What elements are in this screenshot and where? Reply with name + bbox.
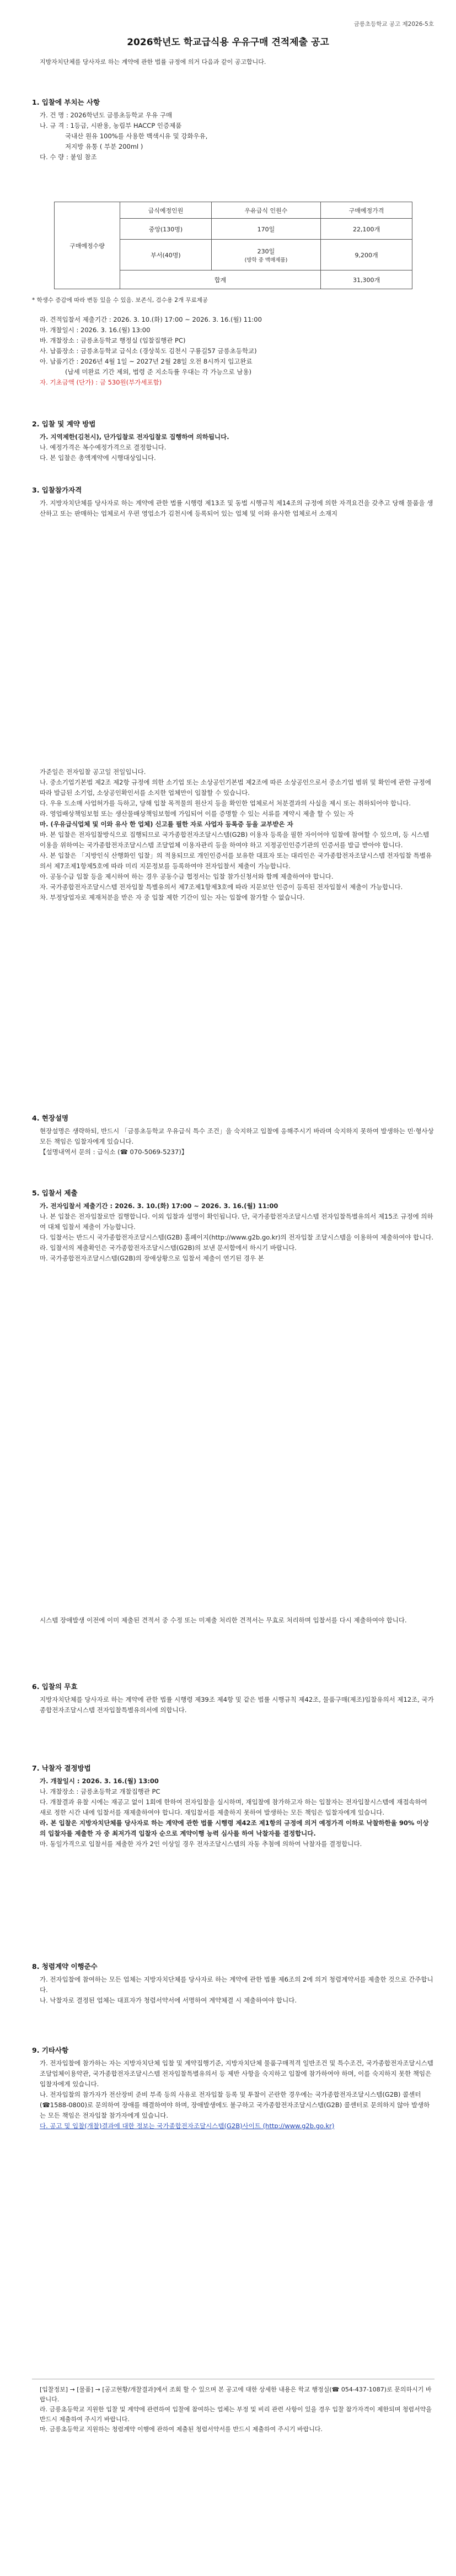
s5-line-b: 나. 본 입찰은 전자입찰로만 집행합니다. 이외 입찰과 설명이 확인됩니다. 단, 국가종합전자조달시스템 전자입찰특별유의서 제15조 규정에 의하여 대체 입찰서 제출이 가능합니다. xyxy=(40,1213,433,1231)
section-7 xyxy=(32,1763,434,1849)
s9-line-c[interactable]: 다. 공고 및 입찰(개찰)결과에 대한 정보는 국가종합전자조달시스템(G2B)사이트 (http://www.g2b.go.kr) xyxy=(40,2122,335,2130)
section-6 xyxy=(32,1681,434,1715)
s3-line-a: 가. 지방자치단체를 당사자로 하는 계약에 관한 법률 시행령 제13조 및 동법 시행규칙 제14조의 규정에 의한 자격요건을 갖추고 당해 물품을 생산하고 또는 판매하는 업체로서 우편 영업소가 김천시에 등록되어 있는 업체 및 이와 유사한 업체로서 소재지 xyxy=(40,499,433,517)
table-header-cell: 우유급식 인원수 xyxy=(211,202,320,219)
tail-line-b: 라. 금릉초등학교 지원한 입찰 및 계약에 관련하여 입찰에 참여하는 업체는 부정 및 비리 관련 사항이 있을 경우 입찰 참가자격이 제한되며 청렴서약을 반드시 제출하여 주시기 바랍니다. xyxy=(40,2406,432,2423)
s1-line-period: 라. 견적입찰서 제출기간 : 2026. 3. 10.(화) 17:00 ~ 2026. 3. 16.(월) 11:00 xyxy=(40,316,262,323)
table-cell-sub: (방학 중 맥매제품) xyxy=(244,257,288,263)
section-1-heading: 1. 입찰에 부치는 사항 xyxy=(32,98,100,106)
s1-line-delivery-place: 사. 납품장소 : 금릉초등학교 급식소 (경상북도 김천시 구룡길57 금릉초등학교) xyxy=(40,347,257,355)
s7-line-b: 나. 개찰장소 : 금릉초등학교 개찰집행관 PC xyxy=(40,1788,160,1795)
s3-p-a: 가준일은 전자입찰 공고일 전일입니다. xyxy=(40,768,146,776)
table-total-value: 31,300개 xyxy=(321,270,412,289)
s3-p-i: 자. 국가종합전자조달시스템 전자입찰 특별유의서 제7조제1항제3호에 따라 지문보안 인증이 등록된 전자입찰서 제출이 가능합니다. xyxy=(40,883,403,891)
table-cell: 9,200개 xyxy=(321,240,412,270)
section-5-cont xyxy=(32,1615,434,1626)
section-2-heading: 2. 입찰 및 계약 방법 xyxy=(32,420,96,428)
s3-p-f: 바. 본 입찰은 전자입찰방식으로 집행되므로 국가종합전자조달시스템(G2B) 이용자 등록을 필한 자이어야 입찰에 참여할 수 있으며, 등 시스템 이용을 위하여는 국가종합전자조달시스템 조달업체 이용자관리 등을 하여야 하고 지정공인인증기관의 인증서를 발급 받아야 합니다. xyxy=(40,831,430,849)
tail-line-a: [입찰정보] → [물품] → [공고현황/개찰결과]에서 조회 할 수 있으며 본 공고에 대한 상세한 내용은 학교 행정실(☎ 054-437-1087)로 문의하시기 바랍니다. xyxy=(40,2386,432,2403)
s2-line-c: 다. 본 입찰은 총액계약에 시행대상입니다. xyxy=(40,454,156,462)
s7-line-d: 라. 본 입찰은 지방자치단체를 당사자로 하는 계약에 관한 법률 시행령 제42조 제1항의 규정에 의거 예정가격 이하로 낙찰하한율 90% 이상의 입찰자를 제출한 자 중 최저가격 입찰자 순으로 계약이행 능력 심사를 하여 낙찰자를 결정합니다. xyxy=(40,1819,429,1837)
s2-line-b: 나. 예정가격은 복수예정가격으로 결정합니다. xyxy=(40,443,167,451)
s3-p-g: 사. 본 입찰은 「지방인식 산행화인 입찰」의 적용되므로 개인인증서를 보유한 대표자 또는 대리인은 국가종합전자조달시스템 전자입찰 특별유의서 제7조제1항제5호에 따라 미리 지문정보를 등록하여야 전자입찰서 제출이 가능합니다. xyxy=(40,852,432,870)
s5-line-a: 가. 전자입찰서 제출기간 : 2026. 3. 10.(화) 17:00 ~ 2026. 3. 16.(월) 11:00 xyxy=(40,1202,278,1210)
s6-line: 지방자치단체를 당사자로 하는 계약에 관한 법률 시행령 제39조 제4항 및 같은 법률 시행규칙 제42조, 물품구매(제조)입찰유의서 제12조, 국가종합전자조달시스템 전자입찰특별유의서에 의합니다. xyxy=(40,1696,434,1714)
s7-line-c: 다. 개찰결과 유찰 시에는 재공고 없이 1회에 한하여 전자입찰을 실시하며, 재입찰에 참가하고자 하는 입찰자는 전자입찰시스템에 재접속하여 새로 정한 시간 내에 입찰서를 재제출하여야 합니다. 재입찰서를 제출하지 못하여 발생하는 모든 책임은 입찰자에게 있습니다. xyxy=(40,1798,427,1816)
section-9 xyxy=(32,2045,434,2131)
s3-p-e: 마. (우유급식업체 및 이와 유사 한 업체) 신고를 필한 자로 사업자 등록증 등을 교부받은 자 xyxy=(40,820,293,828)
section-3 xyxy=(32,485,434,519)
section-2 xyxy=(32,419,434,463)
table-cell: 부서(40명) xyxy=(120,240,212,270)
s1-line-spec: 나. 규 격 : 1등급, 시판용, 농림부 HACCP 인증제품 xyxy=(40,122,182,129)
section-6-heading: 6. 입찰의 무효 xyxy=(32,1682,78,1691)
section-7-heading: 7. 낙찰자 결정방법 xyxy=(32,1764,91,1772)
s5-line-d: 라. 입찰서의 제출확인은 국가종합전자조달시스템(G2B)의 보낸 문서함에서 하시기 바랍니다. xyxy=(40,1244,297,1252)
s5-cont-line: 시스템 장애발생 이전에 이미 제출된 견적서 중 수정 또는 미제출 처리한 견적서는 무효로 처리하며 입찰서를 다시 제출하여야 합니다. xyxy=(40,1616,407,1624)
table-header-cell: 급식예정인원 xyxy=(120,202,212,219)
table-cell-days: 230일 xyxy=(257,247,275,255)
s9-line-b: 나. 전자입찰의 참가자가 전산장비 준비 부족 등의 사유로 전자입찰 등록 및 투찰이 곤란한 경우에는 국가종합전자조달시스템(G2B) 콜센터(☎1588-0800)로 문의하여 장애를 해결하여야 하며, 장애발생에도 불구하고 국가종합전자조달시스템(G2B) 콜센터로 문의하지 않아 발생하는 모든 책임은 전자입찰 참가자에게 있습니다. xyxy=(40,2091,430,2119)
s8-line-b: 나. 낙찰자로 결정된 업체는 대표자가 청렴서약서에 서명하여 계약체결 시 제출하여야 합니다. xyxy=(40,1996,297,2004)
s7-line-e: 마. 동일가격으로 입찰서를 제출한 자가 2인 이상일 경우 전자조달시스템의 자동 추첨에 의하여 낙찰자를 결정합니다. xyxy=(40,1840,362,1848)
s1-line-delivery-note: (납세 미완료 기간 제외, 법령 준 지소득률 우대는 각 가능으로 남용) xyxy=(65,368,252,376)
s4-line-a: 현장설명은 생략하되, 반드시 「금릉초등학교 우유급식 특수 조건」을 숙지하고 입찰에 응해주시기 바라며 숙지하지 못하여 발생하는 민·형사상 모든 책임은 입찰자에게 있습니다. xyxy=(40,1127,434,1145)
intro-text: 지방자치단체를 당사자로 하는 계약에 관한 법률 규정에 의거 다음과 같이 공고합니다. xyxy=(40,58,266,66)
section-5 xyxy=(32,1188,434,1264)
section-3-heading: 3. 입찰참가자격 xyxy=(32,486,82,494)
s3-p-h: 아. 공동수급 입찰 등을 제시하여 하는 경우 공동수급 협정서는 입찰 참가신청서와 함께 제출하여야 합니다. xyxy=(40,873,334,880)
s1-note: * 학생수 증감에 따라 변동 있을 수 있음. 보존식, 검수용 2개 무료제공 xyxy=(32,297,208,304)
s9-line-a: 가. 전자입찰에 참가하는 자는 지방자치단체 입찰 및 계약집행기준, 지방자치단체 물품구매적격 일반조건 및 특수조건, 국가종합전자조달시스템 조달업체이용약관, 국가종합전자조달시스템 전자입찰특별유의서 등 제반 사항을 숙지하고 입찰에 참가하여야 하며, 이를 숙지하지 못한 책임은 입찰자에게 있습니다. xyxy=(40,2059,433,2088)
tail-line-c: 마. 금릉초등학교 지원하는 청렴계약 이행에 관하여 제출된 청렴서약서를 반드시 제출하여 주시기 바랍니다. xyxy=(40,2426,323,2433)
section-1-details xyxy=(32,295,434,388)
s3-p-b: 나. 중소기업기본법 제2조 제2항 규정에 의한 소기업 또는 소상공인기본법 제2조에 따른 소상공인으로서 중소기업 범위 및 확인에 관한 규정에 따라 발급된 소기업, 소상공인확인서를 소지한 업체만이 입찰할 수 있습니다. xyxy=(40,778,431,797)
section-1 xyxy=(32,97,434,163)
s1-line-delivery-period: 아. 납품기간 : 2026년 4월 1일 ~ 2027년 2월 28일 오전 8시까지 입고완료 xyxy=(40,358,253,365)
table-cell xyxy=(211,240,320,270)
s2-line-a: 가. 지역제한(김천시), 단가입찰로 전자입찰로 집행하여 의하됩니다. xyxy=(40,433,229,441)
section-8-heading: 8. 청렴계약 이행준수 xyxy=(32,1962,98,1971)
s1-line-base-price: 자. 기초금액 (단가) : 금 530원(부가세포함) xyxy=(40,378,162,386)
notice-title: 2026학년도 학교급식용 우유구매 견적제출 공고 xyxy=(127,37,329,48)
table-cell: 22,100개 xyxy=(321,219,412,240)
s1-line-open-date: 마. 개찰일시 : 2026. 3. 16.(월) 13:00 xyxy=(40,326,151,334)
section-3-cont xyxy=(32,767,434,903)
s8-line-a: 가. 전자입찰에 참여하는 모든 업체는 지방자치단체를 당사자로 하는 계약에 관한 법률 제6조의 2에 의거 청렴계약서를 제출한 것으로 간주합니다. xyxy=(40,1976,433,1994)
section-9-heading: 9. 기타사항 xyxy=(32,2046,69,2054)
s1-line-spec-3: 저지방 유통 ( 부분 200ml ) xyxy=(65,143,143,150)
table-cell: 중앙(130명) xyxy=(120,219,212,240)
document-number: 금릉초등학교 공고 제2026-5호 xyxy=(353,21,434,28)
s3-p-c: 다. 우유 도소매 사업허가를 득하고, 당해 입찰 목적물의 원산지 등을 확인한 업체로서 처분결과의 사실을 제시 또는 취하되어야 합니다. xyxy=(40,799,411,807)
section-8 xyxy=(32,1961,434,2006)
closing-notes xyxy=(32,2379,434,2434)
s5-line-e: 마. 국가종합전자조달시스템(G2B)의 장애상황으로 입찰서 제출이 연기된 경우 본 xyxy=(40,1254,264,1262)
s5-line-c: 다. 입찰서는 반드시 국가종합전자조달시스템(G2B) 홈페이지(http://www.g2b.go.kr)의 전자입찰 조달시스템을 이용하여 제출하여야 합니다. xyxy=(40,1233,434,1241)
table-row-label: 구매예정수량 xyxy=(55,202,120,289)
quantity-table xyxy=(54,202,412,289)
s1-line-qty: 다. 수 량 : 붙임 참조 xyxy=(40,153,97,161)
table-cell: 170일 xyxy=(211,219,320,240)
section-4 xyxy=(32,1113,434,1157)
s1-line-open-place: 바. 개찰장소 : 금릉초등학교 행정실 (입찰집행관 PC) xyxy=(40,337,186,344)
section-5-heading: 5. 입찰서 제출 xyxy=(32,1189,78,1197)
s3-p-j: 차. 부정당업자로 제재처분을 받은 자 중 입찰 제한 기간이 있는 자는 입찰에 참가할 수 없습니다. xyxy=(40,894,305,901)
s3-p-d: 라. 영업배상책임보험 또는 생산물배상책임보험에 가입되어 이를 증명할 수 있는 서류를 계약시 제출 할 수 있는 자 xyxy=(40,810,354,818)
s7-line-a: 가. 개찰일시 : 2026. 3. 16.(월) 13:00 xyxy=(40,1777,159,1785)
s1-line-spec-2: 국내산 원유 100%를 사용한 백색시유 및 강화우유, xyxy=(65,132,208,140)
s1-line-name: 가. 건 명 : 2026학년도 금릉초등학교 우유 구매 xyxy=(40,111,173,119)
section-4-heading: 4. 현장설명 xyxy=(32,1114,69,1122)
table-total-label: 합계 xyxy=(120,270,321,289)
s4-line-b: 【설명내역서 문의 : 급식소 (☎ 070-5069-5237)】 xyxy=(40,1148,188,1156)
table-header-cell: 구매예정가격 xyxy=(321,202,412,219)
